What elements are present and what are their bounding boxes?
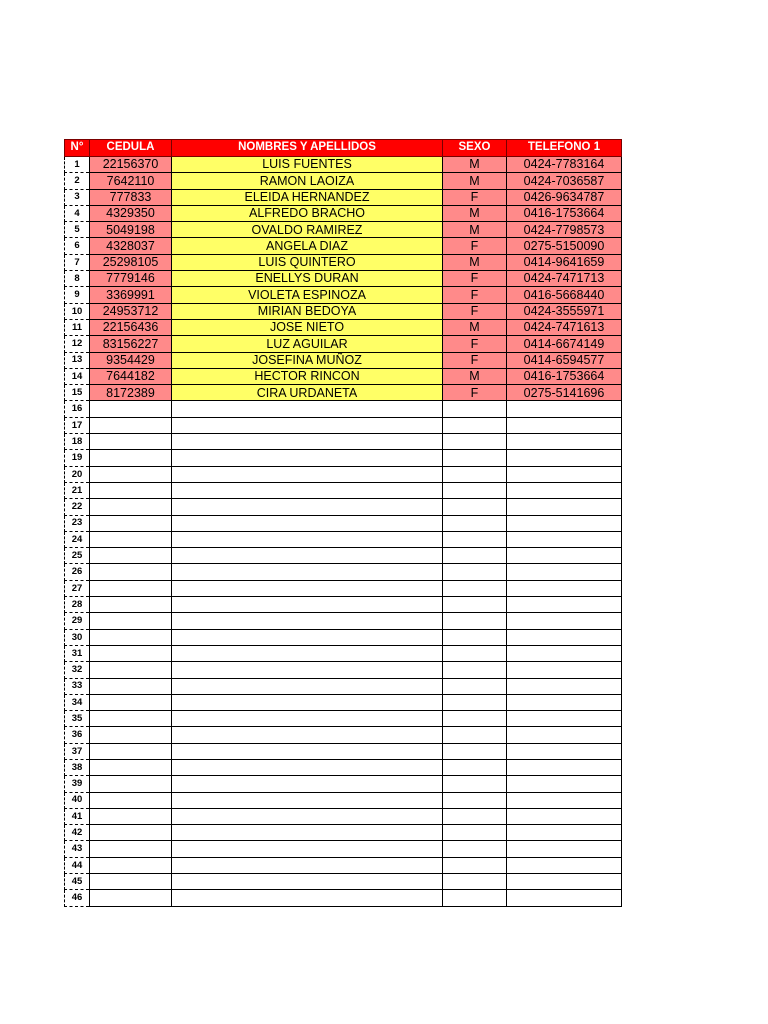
table-row [65,417,622,433]
name-cell[interactable] [172,499,443,515]
name-cell[interactable] [172,662,443,678]
sexo-cell[interactable]: M [443,173,507,189]
row-number[interactable]: 2 [65,173,90,189]
sexo-cell[interactable]: M [443,157,507,173]
telefono-cell[interactable]: 0275-5150090 [507,238,622,254]
cedula-cell[interactable] [90,466,172,482]
name-cell[interactable] [172,548,443,564]
name-cell[interactable] [172,515,443,531]
header-num[interactable]: N° [65,140,90,157]
telefono-cell[interactable]: 0424-7036587 [507,173,622,189]
telefono-cell[interactable] [507,417,622,433]
sexo-cell[interactable] [443,548,507,564]
table-row [65,890,622,906]
cedula-cell[interactable] [90,515,172,531]
row-number[interactable]: 6 [65,238,90,254]
telefono-cell[interactable] [507,678,622,694]
cedula-cell[interactable] [90,759,172,775]
telefono-cell[interactable]: 0424-7471713 [507,271,622,287]
telefono-cell[interactable] [507,580,622,596]
name-cell[interactable]: LUZ AGUILAR [172,336,443,352]
telefono-cell[interactable] [507,482,622,498]
row-number[interactable]: 28 [65,597,90,613]
table-row [65,743,622,759]
sexo-cell[interactable]: F [443,189,507,205]
row-number[interactable]: 45 [65,874,90,890]
name-cell[interactable] [172,890,443,906]
telefono-cell[interactable] [507,629,622,645]
header-sexo[interactable]: SEXO [443,140,507,157]
name-cell[interactable] [172,759,443,775]
telefono-cell[interactable]: 0414-6674149 [507,336,622,352]
table-row [65,271,622,287]
row-number[interactable]: 39 [65,776,90,792]
sexo-cell[interactable] [443,613,507,629]
row-number[interactable]: 13 [65,352,90,368]
name-cell[interactable] [172,580,443,596]
table-row [65,336,622,352]
telefono-cell[interactable] [507,531,622,547]
table-row [65,564,622,580]
sexo-cell[interactable]: M [443,368,507,384]
name-cell[interactable]: ENELLYS DURAN [172,271,443,287]
row-number[interactable]: 3 [65,189,90,205]
sexo-cell[interactable]: F [443,336,507,352]
name-cell[interactable] [172,434,443,450]
row-number[interactable]: 7 [65,254,90,270]
row-number[interactable]: 27 [65,580,90,596]
telefono-cell[interactable] [507,841,622,857]
telefono-cell[interactable] [507,499,622,515]
row-number[interactable]: 32 [65,662,90,678]
row-number[interactable]: 22 [65,499,90,515]
name-cell[interactable]: HECTOR RINCON [172,368,443,384]
sexo-cell[interactable] [443,564,507,580]
table-body [65,157,622,907]
cedula-cell[interactable]: 9354429 [90,352,172,368]
telefono-cell[interactable]: 0414-6594577 [507,352,622,368]
table-row [65,645,622,661]
sexo-cell[interactable] [443,580,507,596]
cedula-cell[interactable] [90,580,172,596]
row-number[interactable]: 36 [65,727,90,743]
telefono-cell[interactable] [507,857,622,873]
table-row [65,727,622,743]
sexo-cell[interactable] [443,890,507,906]
telefono-cell[interactable] [507,597,622,613]
telefono-cell[interactable] [507,450,622,466]
cedula-cell[interactable] [90,613,172,629]
table-header [65,140,622,157]
name-cell[interactable]: LUIS QUINTERO [172,254,443,270]
sexo-cell[interactable] [443,629,507,645]
telefono-cell[interactable] [507,776,622,792]
cedula-cell[interactable] [90,841,172,857]
telefono-cell[interactable]: 0426-9634787 [507,189,622,205]
row-number[interactable]: 19 [65,450,90,466]
cedula-cell[interactable] [90,531,172,547]
cedula-cell[interactable] [90,808,172,824]
row-number[interactable]: 9 [65,287,90,303]
sexo-cell[interactable] [443,776,507,792]
telefono-cell[interactable] [507,825,622,841]
cedula-cell[interactable]: 25298105 [90,254,172,270]
sexo-cell[interactable] [443,857,507,873]
name-cell[interactable]: ALFREDO BRACHO [172,205,443,221]
cedula-cell[interactable] [90,417,172,433]
row-number[interactable]: 24 [65,531,90,547]
name-cell[interactable] [172,401,443,417]
cedula-cell[interactable] [90,629,172,645]
name-cell[interactable] [172,874,443,890]
telefono-cell[interactable] [507,711,622,727]
row-number[interactable]: 23 [65,515,90,531]
sexo-cell[interactable]: F [443,238,507,254]
table-row [65,548,622,564]
cedula-cell[interactable] [90,434,172,450]
row-number[interactable]: 5 [65,222,90,238]
name-cell[interactable] [172,645,443,661]
row-number[interactable]: 25 [65,548,90,564]
table-row [65,580,622,596]
name-cell[interactable]: LUIS FUENTES [172,157,443,173]
name-cell[interactable]: JOSEFINA MUÑOZ [172,352,443,368]
table-row [65,466,622,482]
name-cell[interactable] [172,694,443,710]
row-number[interactable]: 34 [65,694,90,710]
telefono-cell[interactable] [507,434,622,450]
row-number[interactable]: 29 [65,613,90,629]
row-number[interactable]: 40 [65,792,90,808]
cedula-cell[interactable] [90,597,172,613]
table-row [65,303,622,319]
sexo-cell[interactable]: F [443,287,507,303]
cedula-cell[interactable] [90,890,172,906]
sexo-cell[interactable] [443,808,507,824]
table-row [65,841,622,857]
row-number[interactable]: 41 [65,808,90,824]
header-cedula[interactable]: CEDULA [90,140,172,157]
telefono-cell[interactable] [507,694,622,710]
sexo-cell[interactable]: M [443,205,507,221]
table-row [65,499,622,515]
table-row [65,515,622,531]
table-row [65,319,622,335]
telefono-cell[interactable] [507,743,622,759]
cedula-cell[interactable]: 4328037 [90,238,172,254]
row-number[interactable]: 8 [65,271,90,287]
row-number[interactable]: 11 [65,319,90,335]
cedula-cell[interactable] [90,450,172,466]
name-cell[interactable] [172,564,443,580]
sexo-cell[interactable]: M [443,222,507,238]
name-cell[interactable]: MIRIAN BEDOYA [172,303,443,319]
telefono-cell[interactable] [507,890,622,906]
sexo-cell[interactable] [443,792,507,808]
telefono-cell[interactable]: 0416-5668440 [507,287,622,303]
cedula-cell[interactable] [90,662,172,678]
table-row [65,222,622,238]
table-row [65,629,622,645]
table-row [65,808,622,824]
table-row [65,434,622,450]
sexo-cell[interactable] [443,531,507,547]
telefono-cell[interactable]: 0414-9641659 [507,254,622,270]
name-cell[interactable]: ELEIDA HERNANDEZ [172,189,443,205]
table-row [65,205,622,221]
sexo-cell[interactable] [443,711,507,727]
name-cell[interactable] [172,841,443,857]
row-number[interactable]: 42 [65,825,90,841]
sexo-cell[interactable] [443,597,507,613]
name-cell[interactable]: RAMON LAOIZA [172,173,443,189]
cedula-cell[interactable]: 4329350 [90,205,172,221]
cedula-cell[interactable] [90,564,172,580]
cedula-cell[interactable] [90,401,172,417]
header-row [65,140,622,157]
cedula-cell[interactable] [90,678,172,694]
sexo-cell[interactable] [443,874,507,890]
row-number[interactable]: 16 [65,401,90,417]
table-row [65,792,622,808]
name-cell[interactable] [172,792,443,808]
table-row [65,678,622,694]
row-number[interactable]: 31 [65,645,90,661]
row-number[interactable]: 10 [65,303,90,319]
name-cell[interactable]: VIOLETA ESPINOZA [172,287,443,303]
row-number[interactable]: 14 [65,368,90,384]
telefono-cell[interactable] [507,645,622,661]
cedula-cell[interactable]: 24953712 [90,303,172,319]
telefono-cell[interactable]: 0424-7471613 [507,319,622,335]
telefono-cell[interactable]: 0275-5141696 [507,385,622,401]
sexo-cell[interactable] [443,450,507,466]
name-cell[interactable]: CIRA URDANETA [172,385,443,401]
telefono-cell[interactable] [507,564,622,580]
cedula-cell[interactable]: 777833 [90,189,172,205]
sexo-cell[interactable] [443,434,507,450]
table-row [65,173,622,189]
table-row [65,385,622,401]
name-cell[interactable] [172,450,443,466]
cedula-cell[interactable]: 83156227 [90,336,172,352]
name-cell[interactable]: OVALDO RAMIREZ [172,222,443,238]
sexo-cell[interactable] [443,499,507,515]
row-number[interactable]: 38 [65,759,90,775]
name-cell[interactable] [172,743,443,759]
telefono-cell[interactable]: 0424-7783164 [507,157,622,173]
sexo-cell[interactable]: F [443,303,507,319]
cedula-cell[interactable]: 22156436 [90,319,172,335]
cedula-cell[interactable] [90,743,172,759]
name-cell[interactable] [172,776,443,792]
name-cell[interactable] [172,613,443,629]
telefono-cell[interactable] [507,874,622,890]
row-number[interactable]: 37 [65,743,90,759]
telefono-cell[interactable] [507,759,622,775]
row-number[interactable]: 4 [65,205,90,221]
table-row [65,857,622,873]
sexo-cell[interactable]: M [443,254,507,270]
cedula-cell[interactable] [90,694,172,710]
row-number[interactable]: 17 [65,417,90,433]
table-row [65,694,622,710]
cedula-cell[interactable] [90,711,172,727]
telefono-cell[interactable] [507,466,622,482]
name-cell[interactable] [172,825,443,841]
row-number[interactable]: 46 [65,890,90,906]
sexo-cell[interactable] [443,515,507,531]
name-cell[interactable] [172,857,443,873]
cedula-cell[interactable]: 7644182 [90,368,172,384]
sexo-cell[interactable] [443,759,507,775]
header-nombres[interactable]: NOMBRES Y APELLIDOS [172,140,443,157]
name-cell[interactable] [172,417,443,433]
table-row [65,157,622,173]
name-cell[interactable] [172,466,443,482]
telefono-cell[interactable]: 0424-3555971 [507,303,622,319]
table-row [65,662,622,678]
row-number[interactable]: 33 [65,678,90,694]
cedula-cell[interactable] [90,825,172,841]
telefono-cell[interactable] [507,515,622,531]
cedula-cell[interactable] [90,645,172,661]
sexo-cell[interactable] [443,417,507,433]
cedula-cell[interactable] [90,857,172,873]
sexo-cell[interactable] [443,694,507,710]
name-cell[interactable] [172,531,443,547]
sexo-cell[interactable] [443,482,507,498]
name-cell[interactable] [172,678,443,694]
row-number[interactable]: 15 [65,385,90,401]
table-row [65,825,622,841]
sexo-cell[interactable] [443,401,507,417]
sexo-cell[interactable] [443,727,507,743]
name-cell[interactable]: ANGELA DIAZ [172,238,443,254]
sexo-cell[interactable] [443,841,507,857]
cedula-cell[interactable] [90,499,172,515]
cedula-cell[interactable]: 3369991 [90,287,172,303]
sexo-cell[interactable] [443,645,507,661]
row-number[interactable]: 21 [65,482,90,498]
name-cell[interactable]: JOSE NIETO [172,319,443,335]
cedula-cell[interactable] [90,727,172,743]
table-row [65,189,622,205]
name-cell[interactable] [172,629,443,645]
sexo-cell[interactable] [443,662,507,678]
sexo-cell[interactable]: F [443,385,507,401]
cedula-cell[interactable]: 5049198 [90,222,172,238]
sexo-cell[interactable]: F [443,271,507,287]
header-telefono[interactable]: TELEFONO 1 [507,140,622,157]
row-number[interactable]: 30 [65,629,90,645]
cedula-cell[interactable] [90,482,172,498]
row-number[interactable]: 43 [65,841,90,857]
telefono-cell[interactable] [507,808,622,824]
name-cell[interactable] [172,711,443,727]
cedula-cell[interactable]: 7642110 [90,173,172,189]
cedula-cell[interactable]: 8172389 [90,385,172,401]
table-row [65,368,622,384]
table-row [65,597,622,613]
table-row [65,613,622,629]
cedula-cell[interactable] [90,874,172,890]
telefono-cell[interactable] [507,792,622,808]
sexo-cell[interactable] [443,678,507,694]
row-number[interactable]: 35 [65,711,90,727]
table-row [65,238,622,254]
sexo-cell[interactable]: M [443,319,507,335]
name-cell[interactable] [172,808,443,824]
name-cell[interactable] [172,597,443,613]
telefono-cell[interactable] [507,727,622,743]
name-cell[interactable] [172,727,443,743]
table-row [65,759,622,775]
telefono-cell[interactable] [507,613,622,629]
row-number[interactable]: 18 [65,434,90,450]
row-number[interactable]: 44 [65,857,90,873]
table-row [65,482,622,498]
table-row [65,450,622,466]
telefono-cell[interactable]: 0416-1753664 [507,205,622,221]
row-number[interactable]: 12 [65,336,90,352]
table-row [65,352,622,368]
telefono-cell[interactable] [507,401,622,417]
cedula-cell[interactable] [90,548,172,564]
row-number[interactable]: 26 [65,564,90,580]
sexo-cell[interactable] [443,743,507,759]
telefono-cell[interactable] [507,548,622,564]
telefono-cell[interactable] [507,662,622,678]
table-row [65,401,622,417]
cedula-cell[interactable]: 7779146 [90,271,172,287]
table-row [65,287,622,303]
cedula-cell[interactable] [90,792,172,808]
row-number[interactable]: 20 [65,466,90,482]
table-row [65,874,622,890]
table-row [65,254,622,270]
telefono-cell[interactable]: 0416-1753664 [507,368,622,384]
name-cell[interactable] [172,482,443,498]
cedula-cell[interactable] [90,776,172,792]
row-number[interactable]: 1 [65,157,90,173]
table-row [65,531,622,547]
registry-table [64,139,622,907]
table-row [65,711,622,727]
telefono-cell[interactable]: 0424-7798573 [507,222,622,238]
table-row [65,776,622,792]
sexo-cell[interactable]: F [443,352,507,368]
sexo-cell[interactable] [443,825,507,841]
cedula-cell[interactable]: 22156370 [90,157,172,173]
sexo-cell[interactable] [443,466,507,482]
